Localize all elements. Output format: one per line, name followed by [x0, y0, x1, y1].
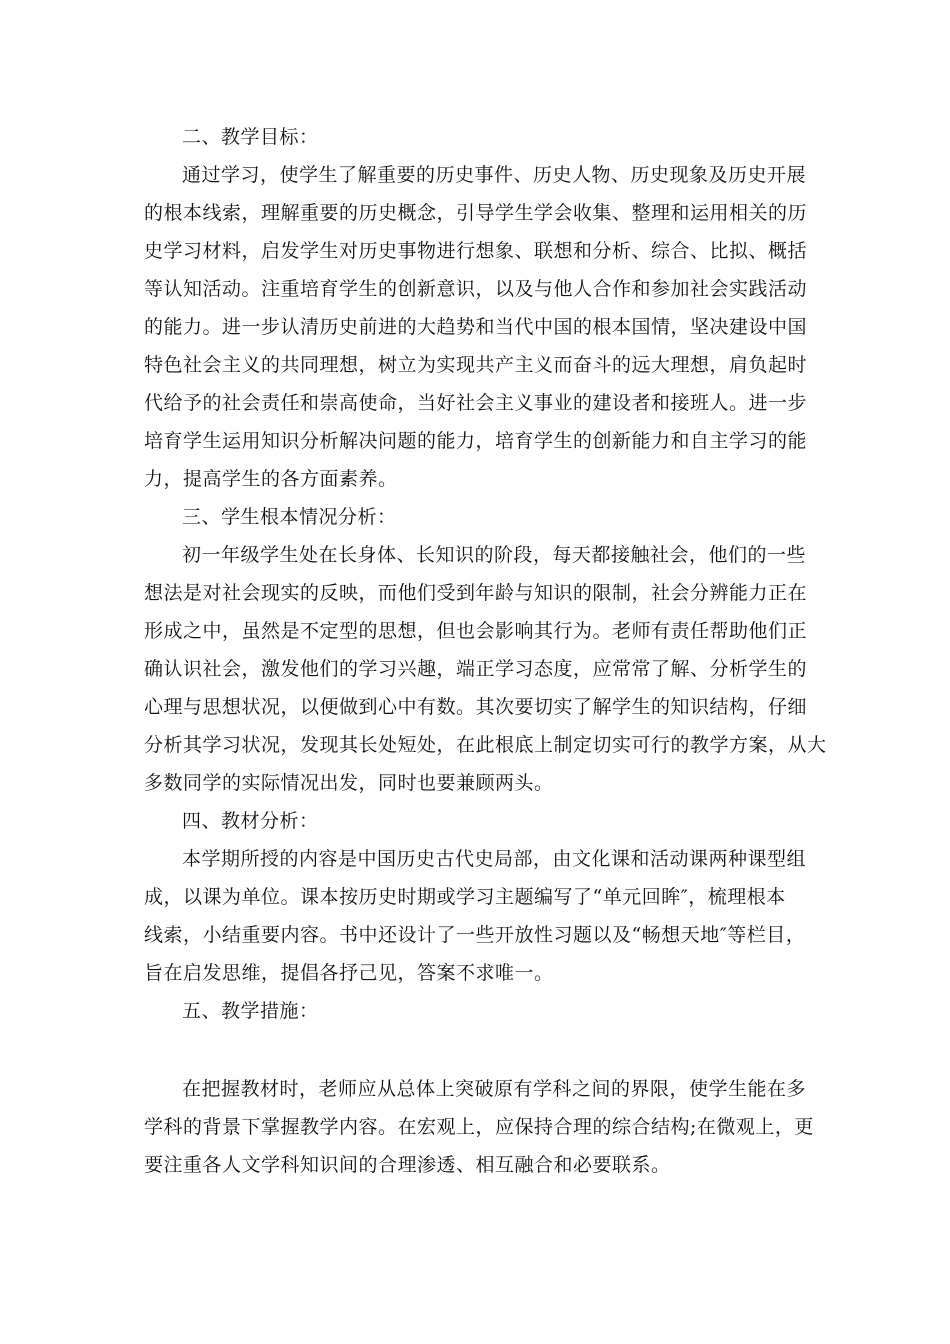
blank-gap [144, 1030, 809, 1070]
paragraph-line: 初一年级学生处在长身体、长知识的阶段，每天都接触社会，他们的一些 [182, 544, 807, 566]
paragraph [144, 840, 809, 992]
paragraph-line: 特色社会主义的共同理想，树立为实现共产主义而奋斗的远大理想，肩负起时 [144, 354, 808, 376]
paragraph-line: 在把握教材时，老师应从总体上突破原有学科之间的界限，使学生能在多 [182, 1078, 807, 1100]
paragraph-line: 史学习材料，启发学生对历史事物进行想象、联想和分析、综合、比拟、概括 [144, 240, 808, 262]
paragraph-line: 培育学生运用知识分析解决问题的能力，培育学生的创新能力和自主学习的能 [144, 430, 808, 452]
paragraph-line: 分析其学习状况，发现其长处短处，在此根底上制定切实可行的教学方案，从大 [144, 734, 827, 756]
paragraph-line: 力，提高学生的各方面素养。 [144, 468, 398, 490]
paragraph-line: 的根本线索，理解重要的历史概念，引导学生学会收集、整理和运用相关的历 [144, 202, 808, 224]
paragraph-line: 旨在启发思维，提倡各抒己见，答案不求唯一。 [144, 962, 554, 984]
paragraph-line: 通过学习，使学生了解重要的历史事件、历史人物、历史现象及历史开展 [182, 164, 807, 186]
paragraph [144, 156, 809, 498]
paragraph-line: 成，以课为单位。课本按历史时期或学习主题编写了“单元回眸″，梳理根本 [144, 886, 786, 908]
paragraph-line: 多数同学的实际情况出发，同时也要兼顾两头。 [144, 772, 554, 794]
paragraph [144, 536, 827, 802]
document-page [144, 118, 827, 1184]
paragraph-line: 的能力。进一步认清历史前进的大趋势和当代中国的根本国情，坚决建设中国 [144, 316, 808, 338]
paragraph-line: 确认识社会，激发他们的学习兴趣，端正学习态度，应常常了解、分析学生的 [144, 658, 808, 680]
paragraph-line: 等认知活动。注重培育学生的创新意识，以及与他人合作和参加社会实践活动 [144, 278, 808, 300]
section-heading: 三、学生根本情况分析： [182, 506, 397, 528]
section-heading: 五、教学措施： [182, 1000, 319, 1022]
paragraph [144, 1070, 814, 1184]
paragraph-line: 代给予的社会责任和崇高使命，当好社会主义事业的建设者和接班人。进一步 [144, 392, 808, 414]
paragraph-line: 学科的背景下掌握教学内容。在宏观上，应保持合理的综合结构;在微观上，更 [144, 1116, 814, 1138]
paragraph-line: 形成之中，虽然是不定型的思想，但也会影响其行为。老师有责任帮助他们正 [144, 620, 808, 642]
section-heading: 二、教学目标： [182, 126, 319, 148]
paragraph-line: 线索，小结重要内容。书中还设计了一些开放性习题以及“畅想天地″等栏目， [144, 924, 806, 946]
section-heading: 四、教材分析： [182, 810, 319, 832]
paragraph-line: 想法是对社会现实的反映，而他们受到年龄与知识的限制，社会分辨能力正在 [144, 582, 808, 604]
paragraph-line: 要注重各人文学科知识间的合理渗透、相互融合和必要联系。 [144, 1154, 671, 1176]
paragraph-line: 心理与思想状况，以便做到心中有数。其次要切实了解学生的知识结构，仔细 [144, 696, 808, 718]
paragraph-line: 本学期所授的内容是中国历史古代史局部，由文化课和活动课两种课型组 [182, 848, 807, 870]
